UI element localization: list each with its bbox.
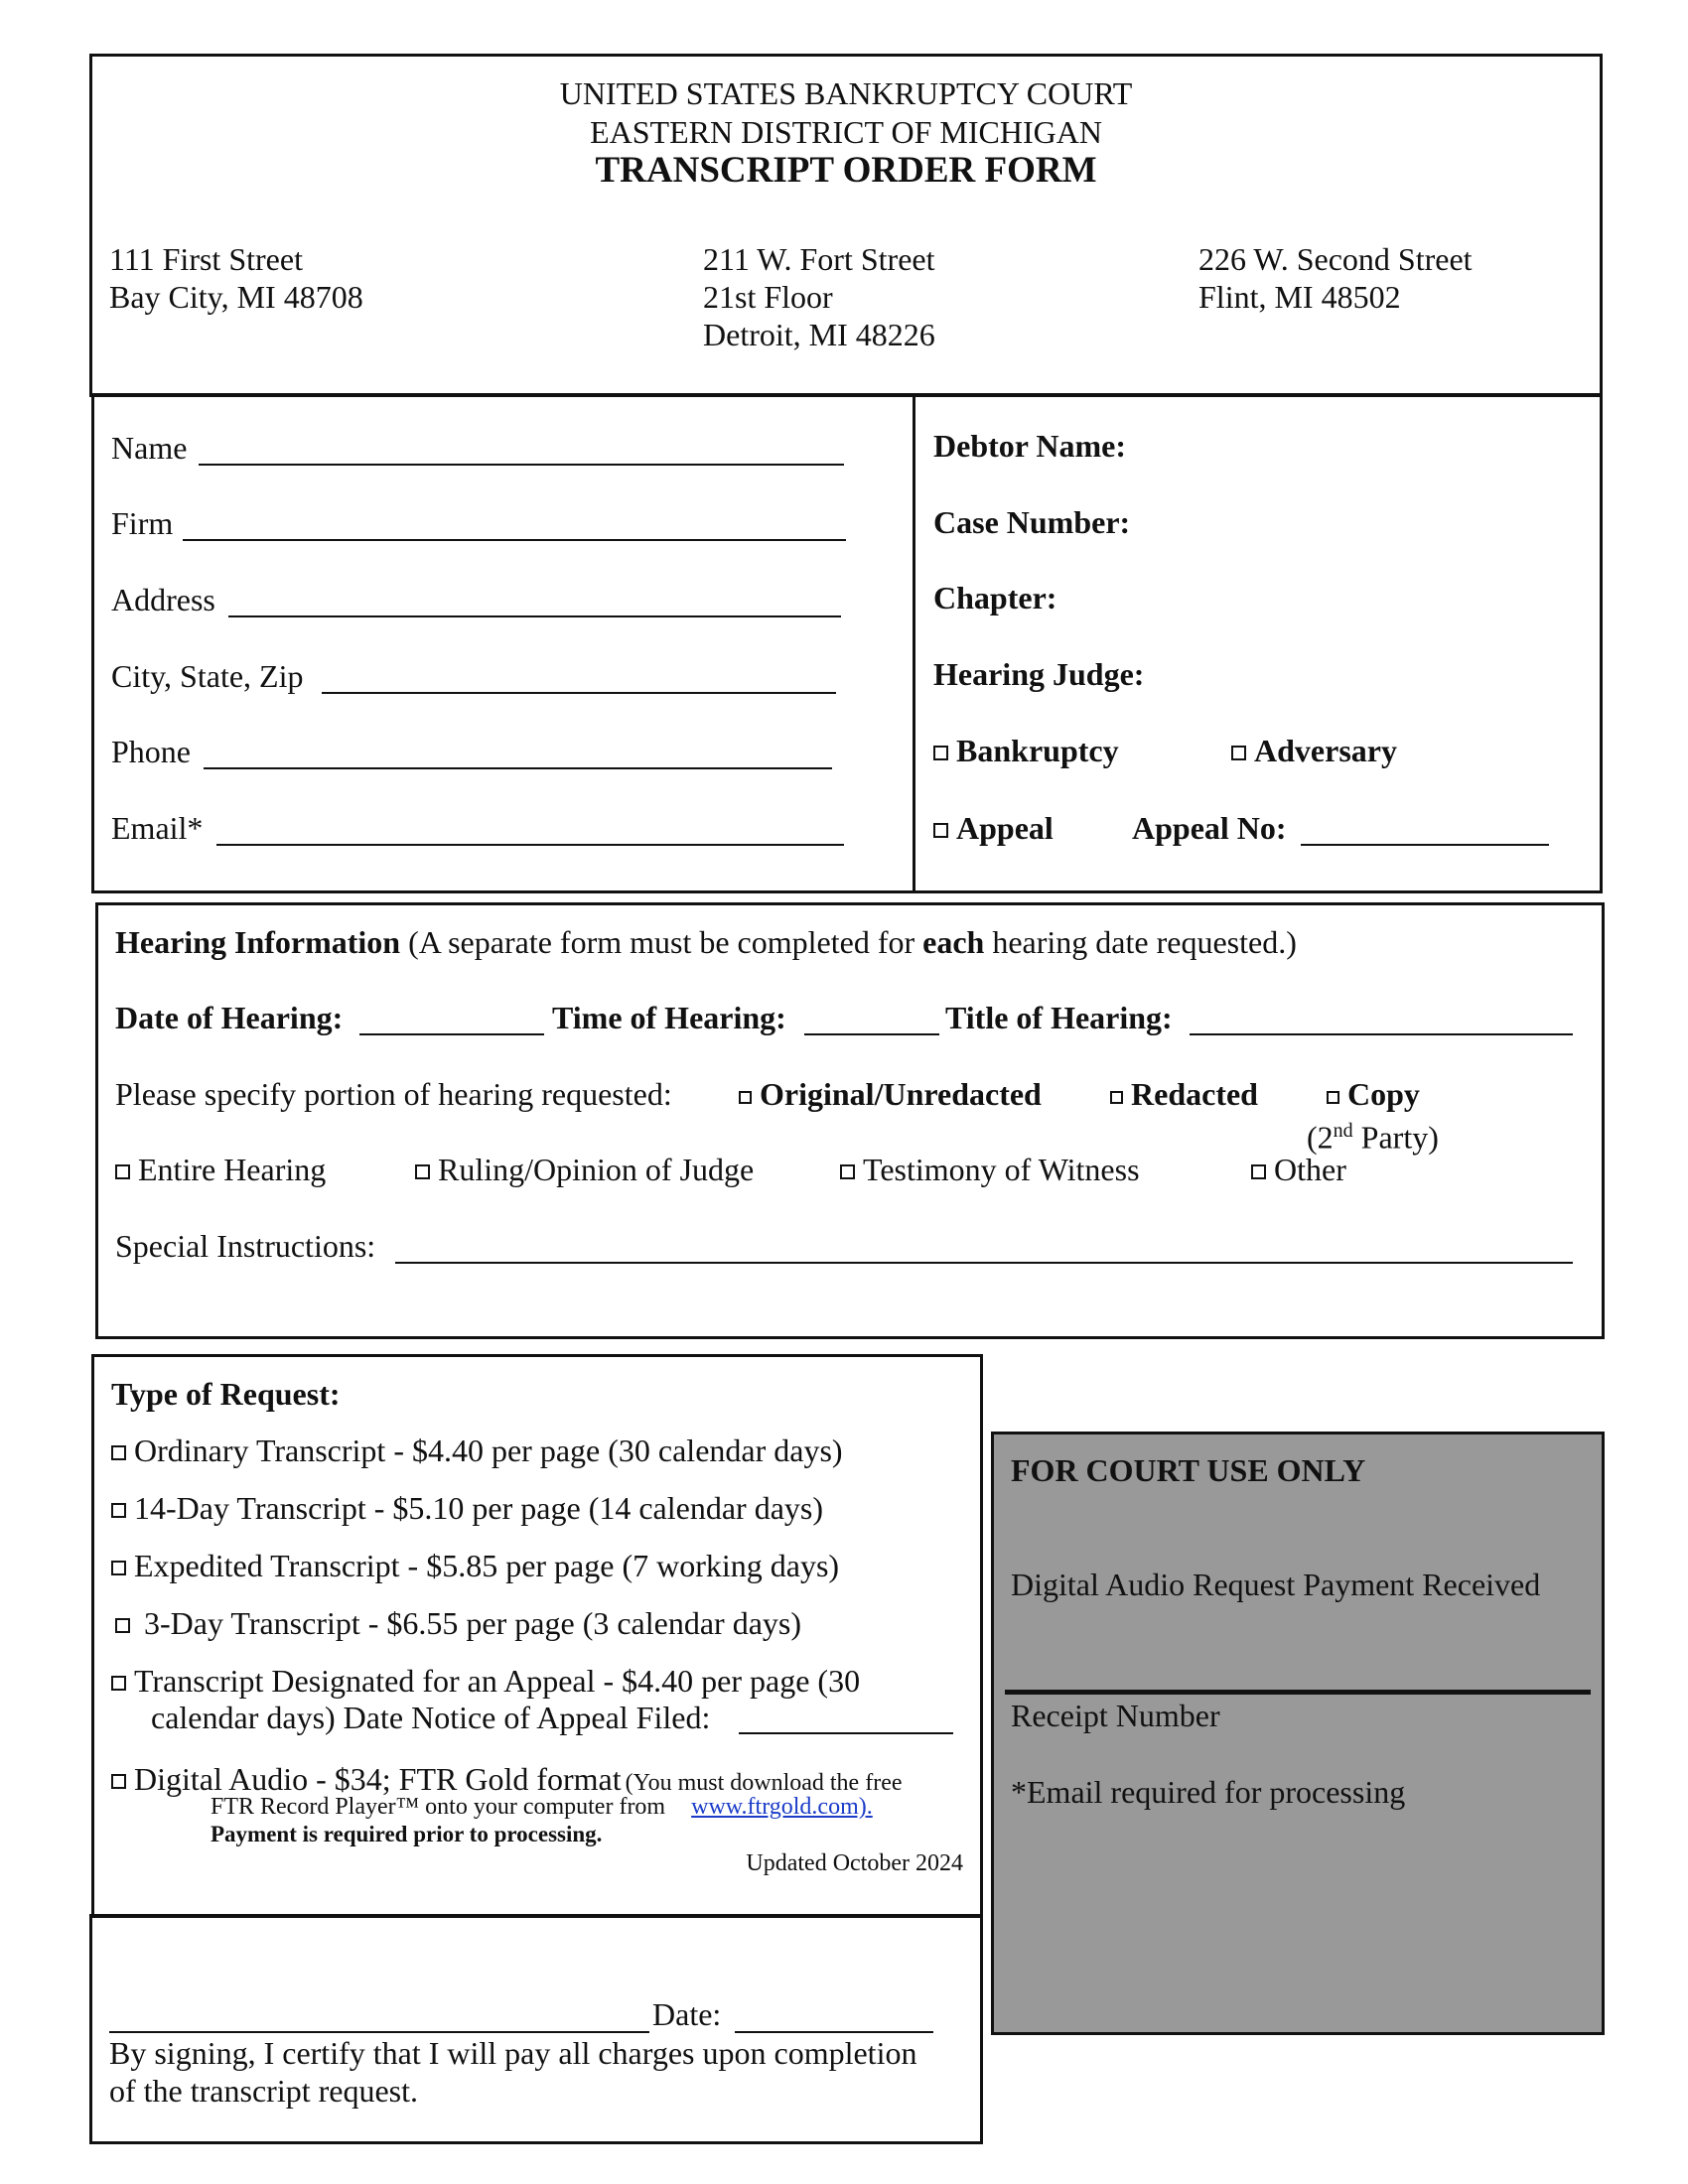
hearing-info-heading: Hearing Information (A separate form must be completed for each hearing date requested.) (115, 924, 1297, 960)
other-checkbox[interactable] (1251, 1164, 1266, 1179)
signature-date-label: Date: (652, 1996, 722, 2032)
email-label: Email* (111, 810, 204, 846)
court-use-divider (1005, 1690, 1591, 1695)
title-of-hearing-field[interactable] (1190, 1033, 1573, 1035)
court-name: UNITED STATES BANKRUPTCY COURT (559, 75, 1133, 111)
type-of-request-heading: Type of Request: (111, 1376, 341, 1412)
three-day-option[interactable]: 3-Day Transcript - $6.55 per page (3 calendar days) (115, 1604, 801, 1642)
copy-option[interactable]: Copy (1327, 1075, 1420, 1113)
ruling-opinion-checkbox[interactable] (415, 1164, 430, 1179)
redacted-option[interactable]: Redacted (1110, 1075, 1258, 1113)
appeal-transcript-line2: calendar days) Date Notice of Appeal Filed: (151, 1700, 711, 1735)
certify-text-line1: By signing, I certify that I will pay all charges upon completion (109, 2035, 917, 2071)
appeal-no-label: Appeal No: (1132, 810, 1287, 846)
appeal-no-field[interactable] (1301, 844, 1549, 846)
ruling-opinion-option[interactable]: Ruling/Opinion of Judge (415, 1151, 754, 1188)
district-name: EASTERN DISTRICT OF MICHIGAN (590, 114, 1102, 150)
adversary-option[interactable]: Adversary (1231, 732, 1397, 769)
address-label: Address (111, 582, 215, 617)
original-unredacted-option[interactable]: Original/Unredacted (739, 1075, 1042, 1113)
court-use-heading: FOR COURT USE ONLY (1011, 1452, 1366, 1488)
expedited-checkbox[interactable] (111, 1561, 126, 1575)
copy-checkbox[interactable] (1327, 1091, 1339, 1104)
hearing-judge-label: Hearing Judge: (933, 656, 1145, 692)
appeal-transcript-checkbox[interactable] (111, 1676, 126, 1691)
ordinary-option[interactable]: Ordinary Transcript - $4.40 per page (30 calendar days) (111, 1432, 843, 1469)
email-field[interactable] (216, 844, 844, 846)
form-title: TRANSCRIPT ORDER FORM (595, 150, 1097, 191)
digital-audio-checkbox[interactable] (111, 1774, 126, 1789)
address-field[interactable] (228, 615, 841, 617)
date-of-hearing-label: Date of Hearing: (115, 1000, 344, 1035)
firm-label: Firm (111, 505, 174, 541)
audio-payment-received: Digital Audio Request Payment Received (1011, 1567, 1541, 1602)
appeal-checkbox[interactable] (933, 823, 948, 838)
signature-date-field[interactable] (735, 2031, 933, 2033)
date-of-hearing-field[interactable] (359, 1033, 544, 1035)
fourteen-day-checkbox[interactable] (111, 1503, 126, 1518)
updated-date: Updated October 2024 (746, 1850, 963, 1876)
original-unredacted-checkbox[interactable] (739, 1091, 752, 1104)
redacted-checkbox[interactable] (1110, 1091, 1123, 1104)
ordinary-checkbox[interactable] (111, 1445, 126, 1460)
phone-field[interactable] (204, 767, 832, 769)
address-detroit: 211 W. Fort Street 21st Floor Detroit, MI 48226 (703, 241, 935, 352)
appeal-option[interactable]: Appeal (933, 809, 1054, 847)
portion-label: Please specify portion of hearing requested: (115, 1076, 672, 1112)
case-number-label: Case Number: (933, 504, 1131, 540)
bankruptcy-checkbox[interactable] (933, 746, 948, 760)
notice-of-appeal-date-field[interactable] (739, 1732, 953, 1734)
bankruptcy-option[interactable]: Bankruptcy (933, 732, 1119, 769)
digital-audio-option[interactable]: Digital Audio - $34; FTR Gold format (You must download the free (111, 1760, 903, 1798)
chapter-label: Chapter: (933, 580, 1057, 615)
title-of-hearing-label: Title of Hearing: (945, 1000, 1173, 1035)
debtor-name-label: Debtor Name: (933, 428, 1127, 464)
three-day-checkbox[interactable] (115, 1618, 130, 1633)
special-instructions-label: Special Instructions: (115, 1228, 376, 1264)
certify-text-line2: of the transcript request. (109, 2073, 418, 2109)
receipt-number-label: Receipt Number (1011, 1698, 1220, 1733)
name-field[interactable] (199, 464, 844, 466)
name-label: Name (111, 430, 188, 466)
digital-audio-small-note: (You must download the free (625, 1770, 903, 1796)
requester-box (91, 393, 915, 893)
signature-field[interactable] (109, 2031, 649, 2033)
address-flint: 226 W. Second Street Flint, MI 48502 (1198, 241, 1473, 315)
payment-note: Payment is required prior to processing. (211, 1822, 603, 1846)
ftr-player-note: FTR Record Player™ onto your computer from www.ftrgold.com). (211, 1794, 873, 1820)
phone-label: Phone (111, 734, 191, 769)
email-required-note: *Email required for processing (1011, 1774, 1406, 1810)
appeal-transcript-option[interactable]: Transcript Designated for an Appeal - $4.40 per page (30 (111, 1662, 860, 1700)
signature-box (89, 1914, 983, 2144)
copy-second-party-note: (2nd Party) (1307, 1119, 1439, 1156)
expedited-option[interactable]: Expedited Transcript - $5.85 per page (7 working days) (111, 1547, 839, 1584)
ftrgold-link[interactable]: www.ftrgold.com). (691, 1794, 873, 1820)
adversary-checkbox[interactable] (1231, 746, 1246, 760)
testimony-checkbox[interactable] (840, 1164, 855, 1179)
special-instructions-field[interactable] (395, 1262, 1573, 1264)
fourteen-day-option[interactable]: 14-Day Transcript - $5.10 per page (14 calendar days) (111, 1489, 823, 1527)
entire-hearing-checkbox[interactable] (115, 1164, 130, 1179)
firm-field[interactable] (183, 539, 846, 541)
time-of-hearing-field[interactable] (804, 1033, 939, 1035)
address-bay-city: 111 First Street Bay City, MI 48708 (109, 241, 363, 315)
testimony-option[interactable]: Testimony of Witness (840, 1151, 1140, 1188)
other-option[interactable]: Other (1251, 1151, 1346, 1188)
entire-hearing-option[interactable]: Entire Hearing (115, 1151, 326, 1188)
city-state-zip-field[interactable] (322, 692, 836, 694)
time-of-hearing-label: Time of Hearing: (552, 1000, 786, 1035)
city-state-zip-label: City, State, Zip (111, 658, 304, 694)
